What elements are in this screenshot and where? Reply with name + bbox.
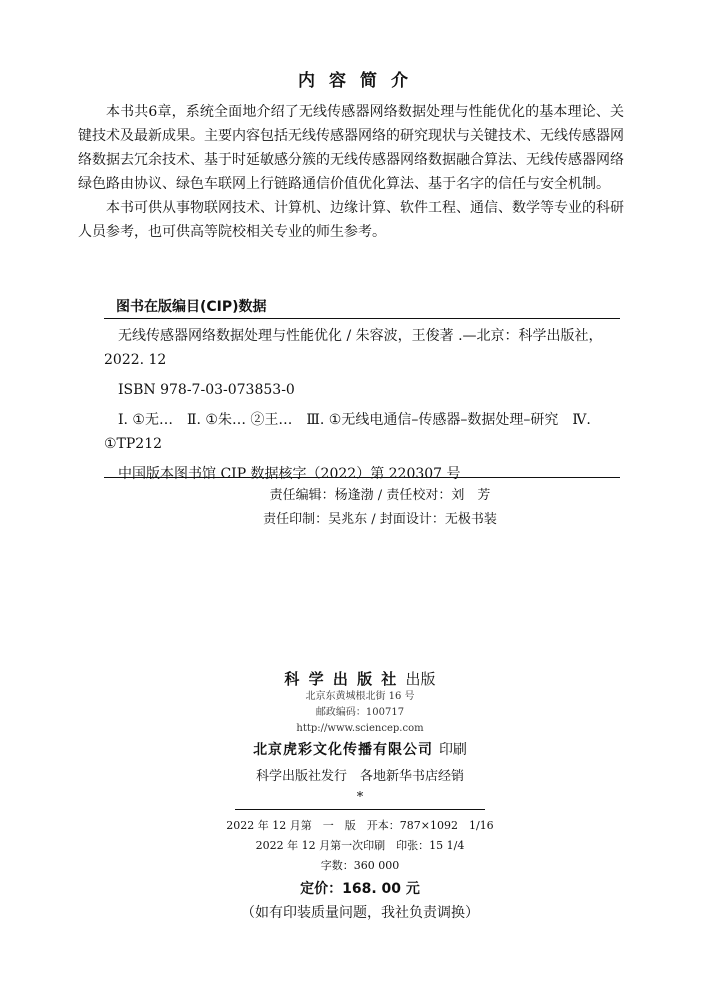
publisher-line bbox=[0, 668, 720, 689]
edition-line: 2022 年 12 月第 一 版 开本：787×1092 1/16 bbox=[226, 819, 494, 832]
divider bbox=[104, 318, 620, 319]
printing-line: 2022 年 12 月第一次印刷 印张：15 1/4 bbox=[255, 839, 465, 852]
summary-paragraph: 本书共6章，系统全面地介绍了无线传感器网络数据处理与性能优化的基本理论、关键技术及最新成果。主要内容包括无线传感器网络的研究现状与关键技术、无线传感器网络数据去冗余技术、基于时延敏感分簇的无线传感器网络数据融合算法、无线传感器网络绿色路由协议、绿色车联网上行链路通信价值优化算法、基于名字的信任与安全机制。 bbox=[78, 104, 624, 192]
divider bbox=[104, 477, 620, 478]
cip-classification: Ⅰ. ①无… Ⅱ. ①朱… ②王… Ⅲ. ①无线电通信–传感器–数据处理–研究 Ⅳ. ①TP212 bbox=[104, 412, 591, 452]
publisher-name: 科 学 出 版 社 bbox=[284, 670, 399, 688]
cip-block bbox=[104, 324, 620, 492]
summary-title: 内容简介 bbox=[298, 71, 422, 91]
publisher-postcode: 邮政编码：100717 bbox=[315, 707, 405, 718]
distribution-line: 科学出版社发行 各地新华书店经销 bbox=[255, 769, 464, 784]
printer-suffix: 印刷 bbox=[438, 742, 467, 758]
price: 定价：168. 00 元 bbox=[300, 881, 420, 897]
publisher-address: 北京东黄城根北街 16 号 bbox=[305, 691, 415, 702]
word-count: 字数：360 000 bbox=[320, 859, 400, 872]
publisher-suffix: 出版 bbox=[405, 670, 436, 688]
publisher-website: http://www.sciencep.com bbox=[296, 723, 424, 734]
editor-line: 责任印制：吴兆东 / 封面设计：无极书装 bbox=[263, 512, 497, 527]
summary-body bbox=[78, 100, 624, 244]
quality-note: （如有印装质量问题，我社负责调换） bbox=[241, 905, 479, 921]
cip-isbn: ISBN 978-7-03-073853-0 bbox=[118, 382, 295, 398]
editor-line: 责任编辑：杨逢渤 / 责任校对：刘 芳 bbox=[269, 488, 491, 503]
editor-credits bbox=[0, 484, 720, 532]
printer-name: 北京虎彩文化传播有限公司 bbox=[253, 742, 434, 758]
cip-heading: 图书在版编目(CIP)数据 bbox=[116, 299, 267, 315]
summary-paragraph: 本书可供从事物联网技术、计算机、边缘计算、软件工程、通信、数学等专业的科研人员参考，也可供高等院校相关专业的师生参考。 bbox=[78, 200, 624, 240]
cip-number: 中国版本图书馆 CIP 数据核字（2022）第 220307 号 bbox=[118, 466, 461, 482]
printer-line bbox=[0, 739, 720, 759]
cip-title-line: 无线传感器网络数据处理与性能优化 / 朱容波，王俊著 .—北京：科学出版社，2022. 12 bbox=[104, 328, 603, 368]
divider bbox=[235, 809, 485, 810]
separator-star: * bbox=[356, 790, 364, 805]
publication-info bbox=[0, 668, 720, 922]
